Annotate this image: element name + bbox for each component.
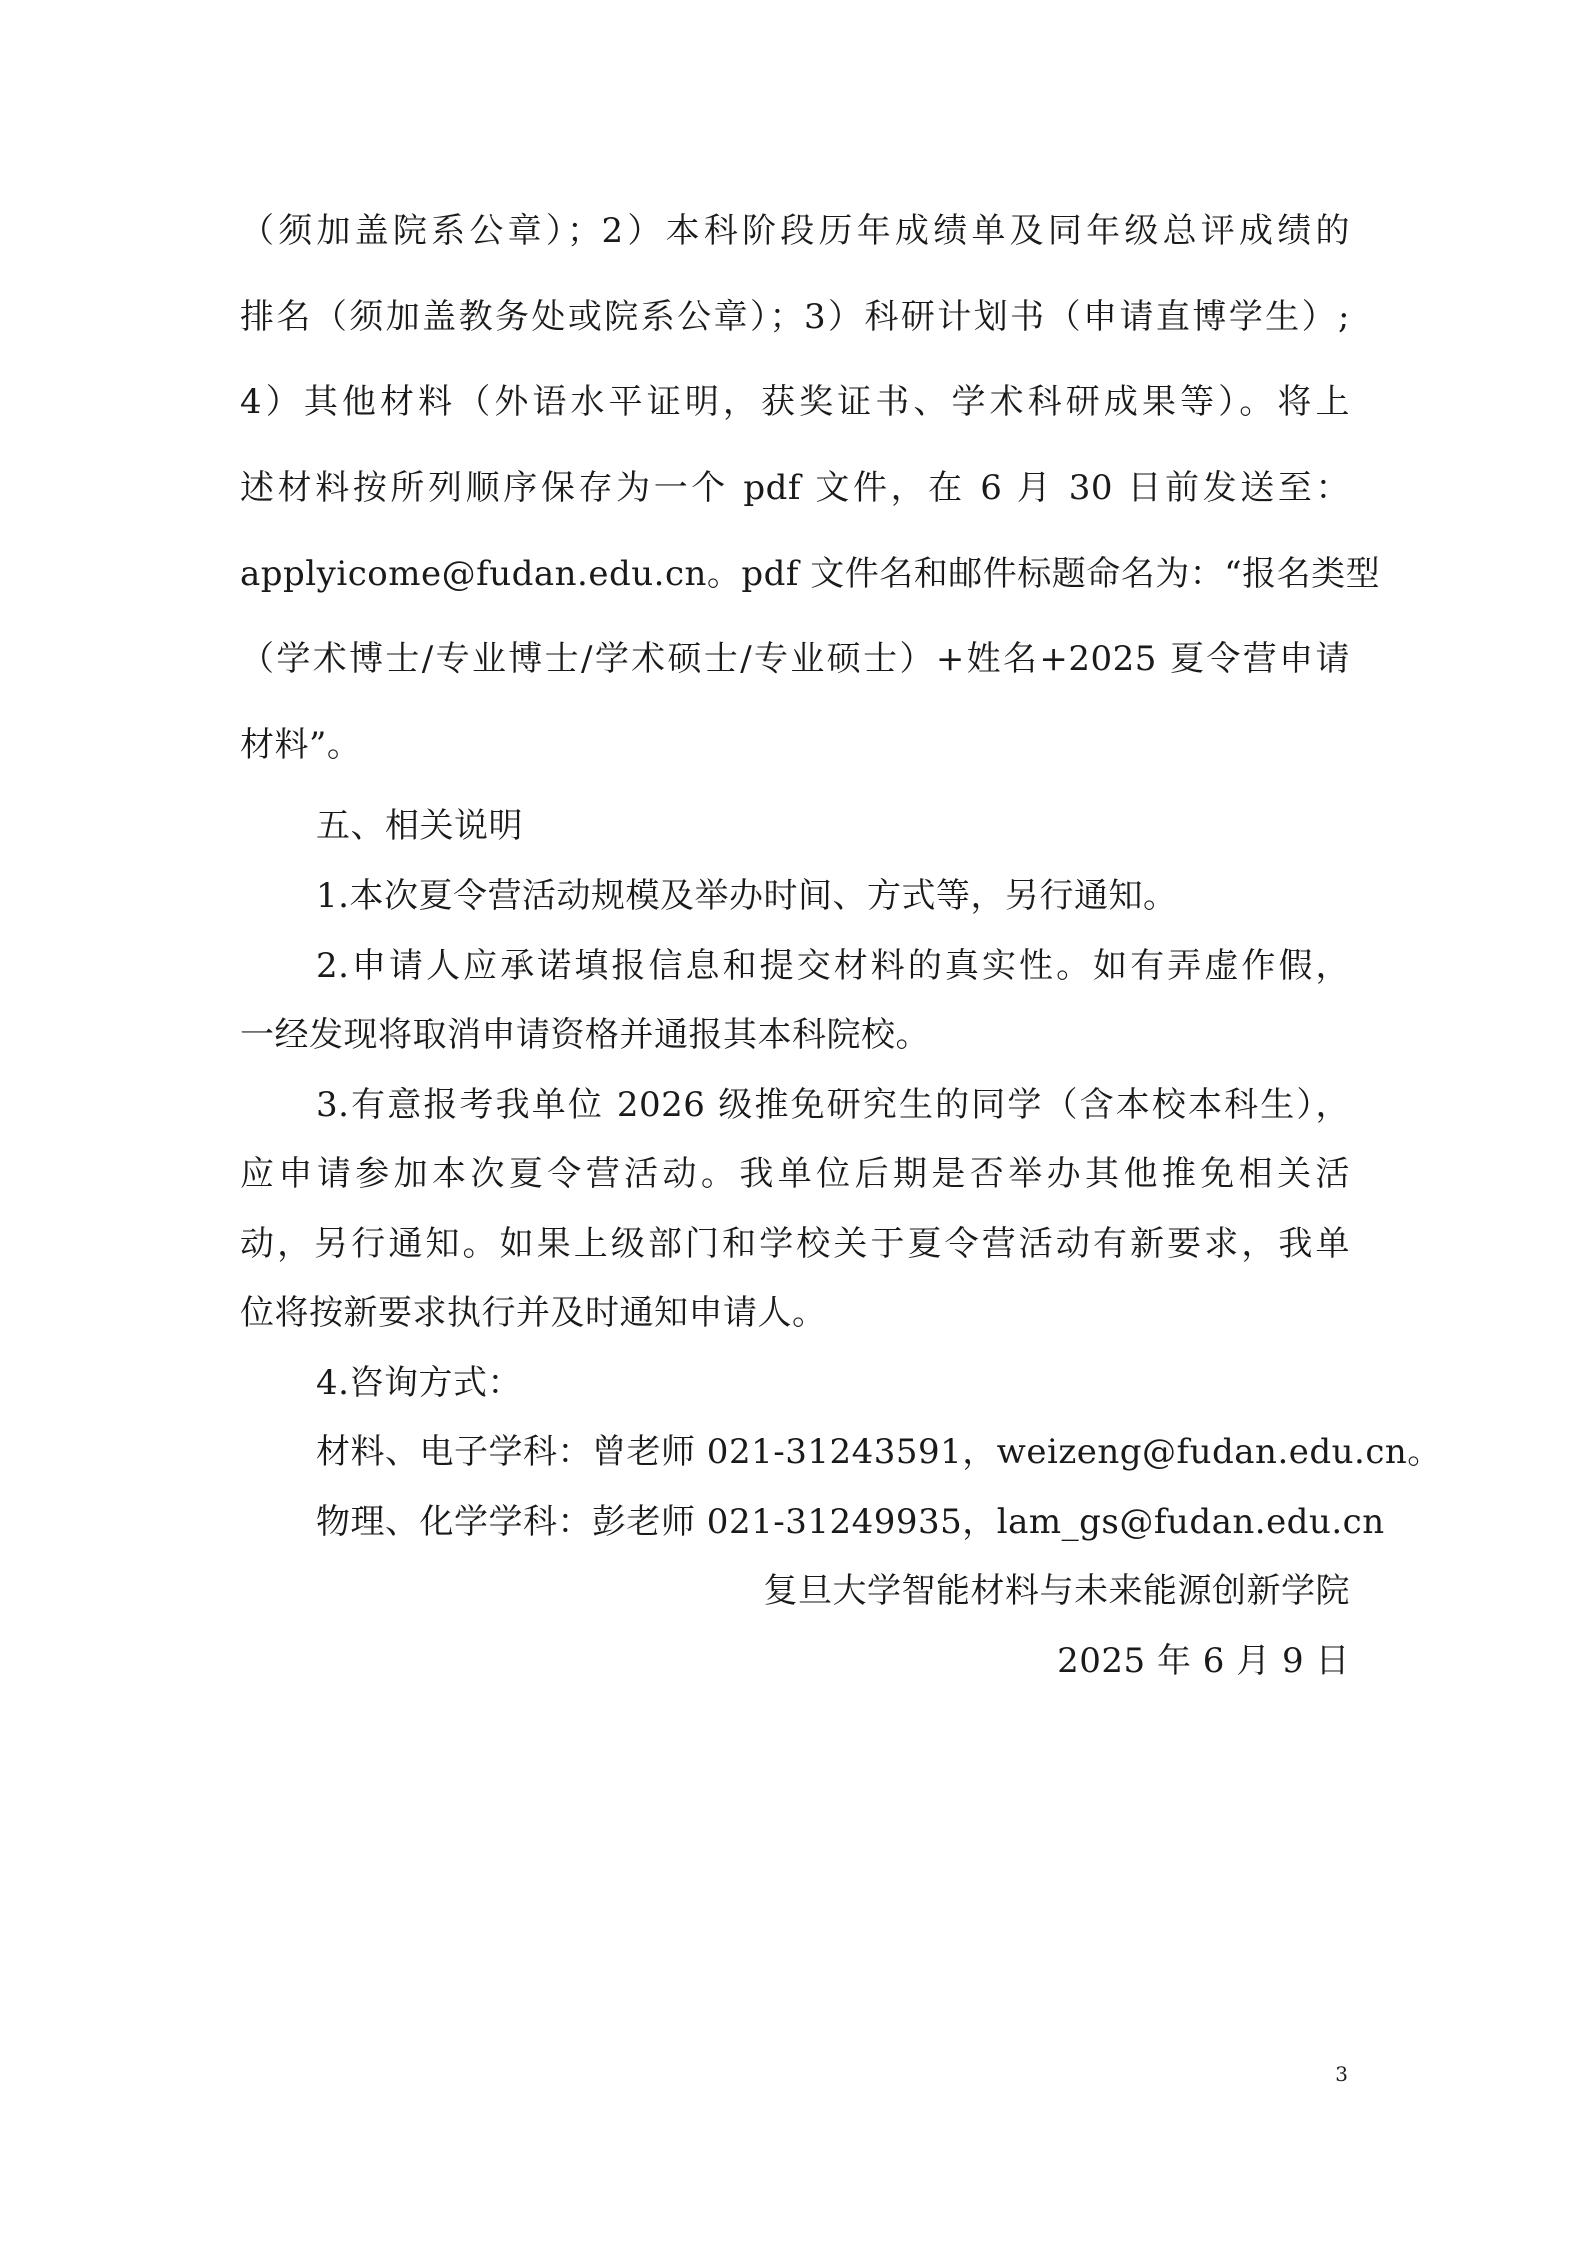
body-line-4: 述材料按所列顺序保存为一个 pdf 文件，在 6 月 30 日前发送至： [240, 468, 1350, 508]
signature-institution: 复旦大学智能材料与未来能源创新学院 [763, 1571, 1350, 1611]
item-1: 1.本次夏令营活动规模及举办时间、方式等，另行通知。 [316, 876, 1178, 916]
signature-date: 2025 年 6 月 9 日 [1057, 1641, 1350, 1681]
body-line-1: （须加盖院系公章）；2）本科阶段历年成绩单及同年级总评成绩的 [240, 211, 1350, 251]
contact-materials-electronics: 材料、电子学科：曾老师 021-31243591，weizeng@fudan.edu.cn。 [316, 1432, 1442, 1472]
item-3-line-1: 3.有意报考我单位 2026 级推免研究生的同学（含本校本科生）， [316, 1085, 1350, 1125]
body-line-3: 4）其他材料（外语水平证明，获奖证书、学术科研成果等）。将上 [240, 382, 1350, 422]
item-4-title: 4.咨询方式： [316, 1363, 522, 1403]
body-line-6: （学术博士/专业博士/学术硕士/专业硕士）+姓名+2025 夏令营申请 [240, 639, 1350, 679]
contact-physics-chemistry: 物理、化学学科：彭老师 021-31249935，lam_gs@fudan.edu.cn [316, 1502, 1385, 1542]
item-3-line-2: 应申请参加本次夏令营活动。我单位后期是否举办其他推免相关活 [240, 1154, 1350, 1194]
body-line-7: 材料”。 [240, 725, 362, 765]
section-title: 五、相关说明 [316, 806, 523, 846]
item-2-line-2: 一经发现将取消申请资格并通报其本科院校。 [240, 1015, 930, 1055]
item-2-line-1: 2.申请人应承诺填报信息和提交材料的真实性。如有弄虚作假， [316, 946, 1350, 986]
body-line-2: 排名（须加盖教务处或院系公章）；3）科研计划书（申请直博学生）; [240, 297, 1350, 337]
item-3-line-4: 位将按新要求执行并及时通知申请人。 [240, 1293, 827, 1333]
page-number: 3 [1335, 2062, 1348, 2086]
body-line-5: applyicome@fudan.edu.cn。pdf 文件名和邮件标题命名为：“报名类型 [240, 554, 1381, 594]
item-3-line-3: 动，另行通知。如果上级部门和学校关于夏令营活动有新要求，我单 [240, 1224, 1350, 1264]
